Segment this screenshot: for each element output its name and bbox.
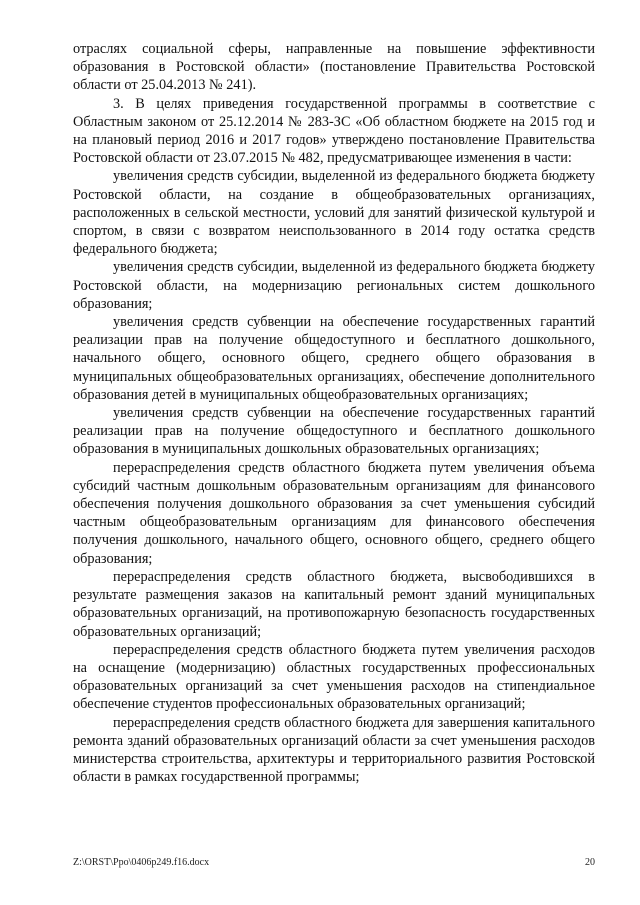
paragraph-subsidy-sport: увеличения средств субсидии, выделенной из федерального бюджета бюджету Ростовской области, на создание в общеобразовательных организациях, расположенных в сельской местности, условий для занятий физической культурой и спортом, в связи с возвратом неиспользованного в 2014 году остатка средств федерального бюджета; [73, 168, 595, 258]
page-number: 20 [585, 857, 595, 868]
paragraph-redistribution-private: перераспределения средств областного бюджета путем увеличения объема субсидий частным дошкольным образовательным организациям для финансового обеспечения получения дошкольного образования за счет уменьшения субсидий частным общеобразовательным организациям для финансового обеспечения получения дошкольного, начального общего, основного общего, среднего общего образования; [73, 459, 595, 567]
paragraph-redistribution-fire-safety: перераспределения средств областного бюджета, высвободившихся в результате размещения заказов на капитальный ремонт зданий муниципальных образовательных организаций, на противопожарную безопасность государственных образовательных организаций; [73, 568, 595, 640]
file-path: Z:\ORST\Ppo\0406p249.f16.docx [73, 857, 210, 868]
paragraph-redistribution-professional: перераспределения средств областного бюджета путем увеличения расходов на оснащение (модернизацию) областных государственных профессиональных образовательных организаций за счет уменьшения расходов на стипендиальное обеспечение студентов профессиональных образовательных организаций; [73, 641, 595, 713]
paragraph-subsidy-preschool-modernization: увеличения средств субсидии, выделенной из федерального бюджета бюджету Ростовской области, на модернизацию региональных систем дошкольного образования; [73, 259, 595, 312]
paragraph-redistribution-capital-repair: перераспределения средств областного бюджета для завершения капитального ремонта зданий образовательных организаций области за счет уменьшения расходов министерства строительства, архитектуры и территориального развития Ростовской области в рамках государственной программы; [73, 714, 595, 786]
paragraph-subvention-general-education: увеличения средств субвенции на обеспечение государственных гарантий реализации прав на получение общедоступного и бесплатного дошкольного, начального общего, основного общего, среднего общего образования в муниципальных общеобразовательных организациях, обеспечение дополнительного образования детей в муниципальных общеобразовательных организациях; [73, 314, 595, 403]
paragraph-subvention-preschool: увеличения средств субвенции на обеспечение государственных гарантий реализации прав на получение общедоступного и бесплатного дошкольного образования в муниципальных дошкольных образовательных организациях; [73, 405, 595, 458]
paragraph-item-3: 3. В целях приведения государственной программы в соответствие с Областным законом от 25.12.2014 № 283-ЗС «Об областном бюджете на 2015 год и на плановый период 2016 и 2017 годов» утверждено постановление Правительства Ростовской области от 23.07.2015 № 482, предусматривающее изменения в части: [73, 95, 595, 167]
paragraph-continuation: отраслях социальной сферы, направленные на повышение эффективности образования в Ростовской области» (постановление Правительства Ростовской области от 25.04.2013 № 241). [73, 41, 595, 94]
document-body [73, 40, 595, 786]
